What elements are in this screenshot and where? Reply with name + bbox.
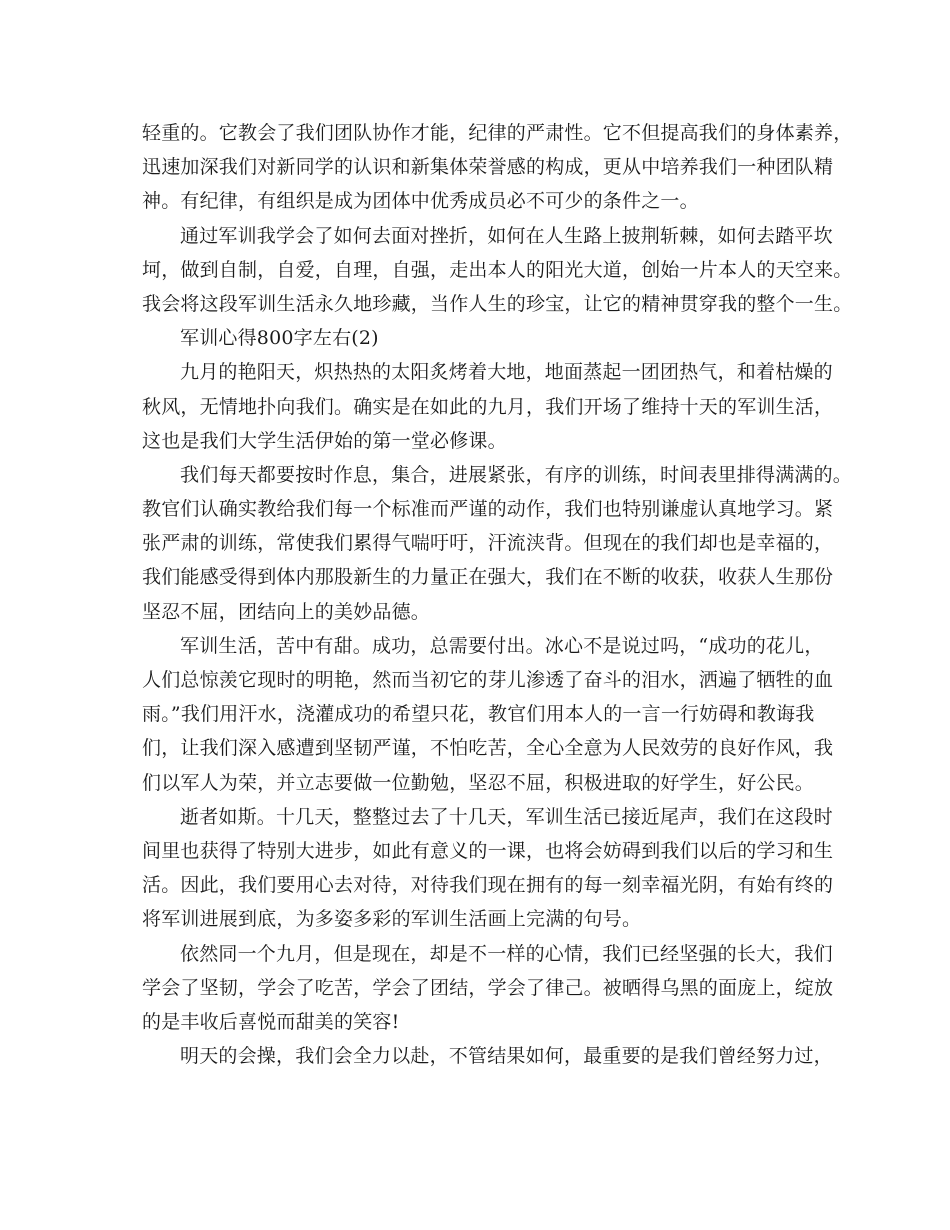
text-line: 雨。”我们用汗水，浇灌成功的希望只花，教官们用本人的一言一行妨碍和教诲我 <box>142 703 815 726</box>
document-body <box>142 116 853 1073</box>
text-line: 通过军训我学会了如何去面对挫折，如何在人生路上披荆斩棘，如何去踏平坎 <box>180 224 833 247</box>
text-line: 这也是我们大学生活伊始的第一堂必修课。 <box>142 429 507 452</box>
text-line: 秋风，无情地扑向我们。确实是在如此的九月，我们开场了维持十天的军训生活， <box>142 395 834 418</box>
text-line: 教官们认确实教给我们每一个标准而严谨的动作，我们也特别谦虚认真地学习。紧 <box>142 498 834 521</box>
text-line: 迅速加深我们对新同学的认识和新集体荣誉感的构成，更从中培养我们一种团队精 <box>142 156 834 179</box>
text-line: 我们每天都要按时作息，集合，进展紧张，有序的训练，时间表里排得满满的。 <box>180 463 853 486</box>
text-line: 我会将这段军训生活永久地珍藏，当作人生的珍宝，让它的精神贯穿我的整个一生。 <box>142 292 853 315</box>
text-line: 活。因此，我们要用心去对待，对待我们现在拥有的每一刻幸福光阴，有始有终的 <box>142 874 834 897</box>
text-line: 九月的艳阳天，炽热热的太阳炙烤着大地，地面蒸起一团团热气，和着枯燥的 <box>180 361 833 384</box>
text-line: 坚忍不屈，团结向上的美妙品德。 <box>142 600 431 623</box>
text-line: 逝者如斯。十几天，整整过去了十几天，军训生活已接近尾声，我们在这段时 <box>180 805 833 828</box>
text-line: 将军训进展到底，为多姿多彩的军训生活画上完满的句号。 <box>142 908 642 931</box>
text-line: 军训心得800字左右(2) <box>180 327 379 350</box>
text-line: 人们总惊羡它现时的明艳，然而当初它的芽儿渗透了奋斗的泪水，洒遍了牺牲的血 <box>142 669 834 691</box>
text-line: 我们能感受得到体内那股新生的力量正在强大，我们在不断的收获，收获人生那份 <box>142 566 834 589</box>
text-line: 坷，做到自制，自爱，自理，自强，走出本人的阳光大道，创始一片本人的天空来。 <box>142 258 853 281</box>
text-line: 的是丰收后喜悦而甜美的笑容! <box>142 1010 400 1033</box>
text-line: 学会了坚韧，学会了吃苦，学会了团结，学会了律己。被晒得乌黑的面庞上，绽放 <box>142 976 834 999</box>
text-line: 间里也获得了特别大进步，如此有意义的一课，也将会妨碍到我们以后的学习和生 <box>142 839 834 862</box>
text-line: 轻重的。它教会了我们团队协作才能，纪律的严肃性。它不但提高我们的身体素养， <box>142 122 853 144</box>
text-line: 张严肃的训练，常使我们累得气喘吁吁，汗流浃背。但现在的我们却也是幸福的， <box>142 532 834 555</box>
text-line: 神。有纪律，有组织是成为团体中优秀成员必不可少的条件之一。 <box>142 190 699 213</box>
text-line: 们，让我们深入感遭到坚韧严谨，不怕吃苦，全心全意为人民效劳的良好作风，我 <box>142 737 834 760</box>
text-line: 们以军人为荣，并立志要做一位勤勉，坚忍不屈，积极进取的好学生，好公民。 <box>142 771 815 794</box>
text-line: 依然同一个九月，但是现在，却是不一样的心情，我们已经坚强的长大，我们 <box>180 942 833 965</box>
text-line: 明天的会操，我们会全力以赴，不管结果如何，最重要的是我们曾经努力过， <box>180 1045 833 1068</box>
text-line: 军训生活，苦中有甜。成功，总需要付出。冰心不是说过吗，“成功的花儿， <box>180 634 824 657</box>
